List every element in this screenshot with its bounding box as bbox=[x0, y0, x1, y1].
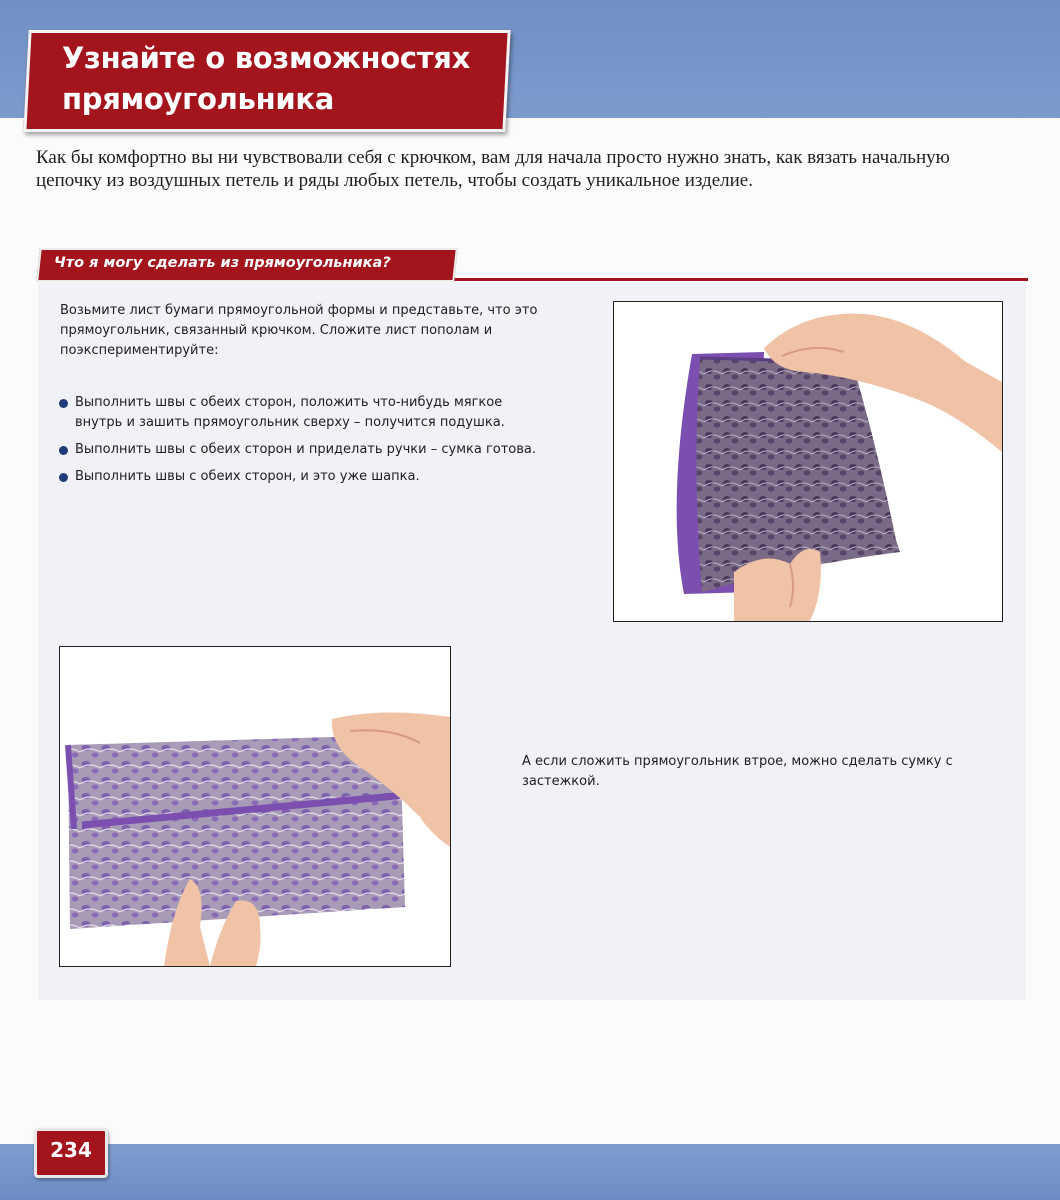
list-item bbox=[58, 467, 548, 487]
list-item bbox=[58, 393, 548, 433]
list-item-text: Выполнить швы с обеих сторон, и это уже шапка. bbox=[75, 469, 420, 484]
page-title bbox=[62, 38, 482, 120]
folded-rectangle-photo bbox=[613, 301, 1003, 622]
list-item-text: Выполнить швы с обеих сторон и приделать ручки – сумка готова. bbox=[75, 442, 537, 457]
bottom-footer-band bbox=[0, 1144, 1060, 1200]
bullet-icon bbox=[59, 399, 68, 408]
section-heading: Что я могу сделать из прямоугольника? bbox=[54, 255, 391, 271]
intro-paragraph: Как бы комфортно вы ни чувствовали себя с крючком, вам для начала просто нужно знать, как вязать начальную цепочку из воздушных петель и ряды любых петель, чтобы создать уникальное изделие. bbox=[36, 147, 950, 191]
list-item bbox=[58, 440, 548, 460]
page-title-line-1: Узнайте о возможностях bbox=[62, 41, 471, 75]
page-number: 234 bbox=[50, 1138, 92, 1162]
folded-rectangle-illustration bbox=[614, 302, 1002, 621]
tri-fold-bag-illustration bbox=[60, 647, 450, 966]
bullet-icon bbox=[59, 473, 68, 482]
ideas-list bbox=[58, 393, 548, 494]
list-item-text: Выполнить швы с обеих сторон, положить что-нибудь мягкое внутрь и зашить прямоугольник сверху – получится подушка. bbox=[75, 395, 505, 430]
tri-fold-bag-photo bbox=[59, 646, 451, 967]
bullet-icon bbox=[59, 446, 68, 455]
page-title-line-2: прямоугольника bbox=[62, 82, 335, 116]
tri-fold-caption: А если сложить прямоугольник втрое, можно сделать сумку с застежкой. bbox=[522, 754, 953, 789]
section-body-text: Возьмите лист бумаги прямоугольной формы и представьте, что это прямоугольник, связанный крючком. Сложите лист пополам и поэкспериментируйте: bbox=[60, 303, 538, 358]
